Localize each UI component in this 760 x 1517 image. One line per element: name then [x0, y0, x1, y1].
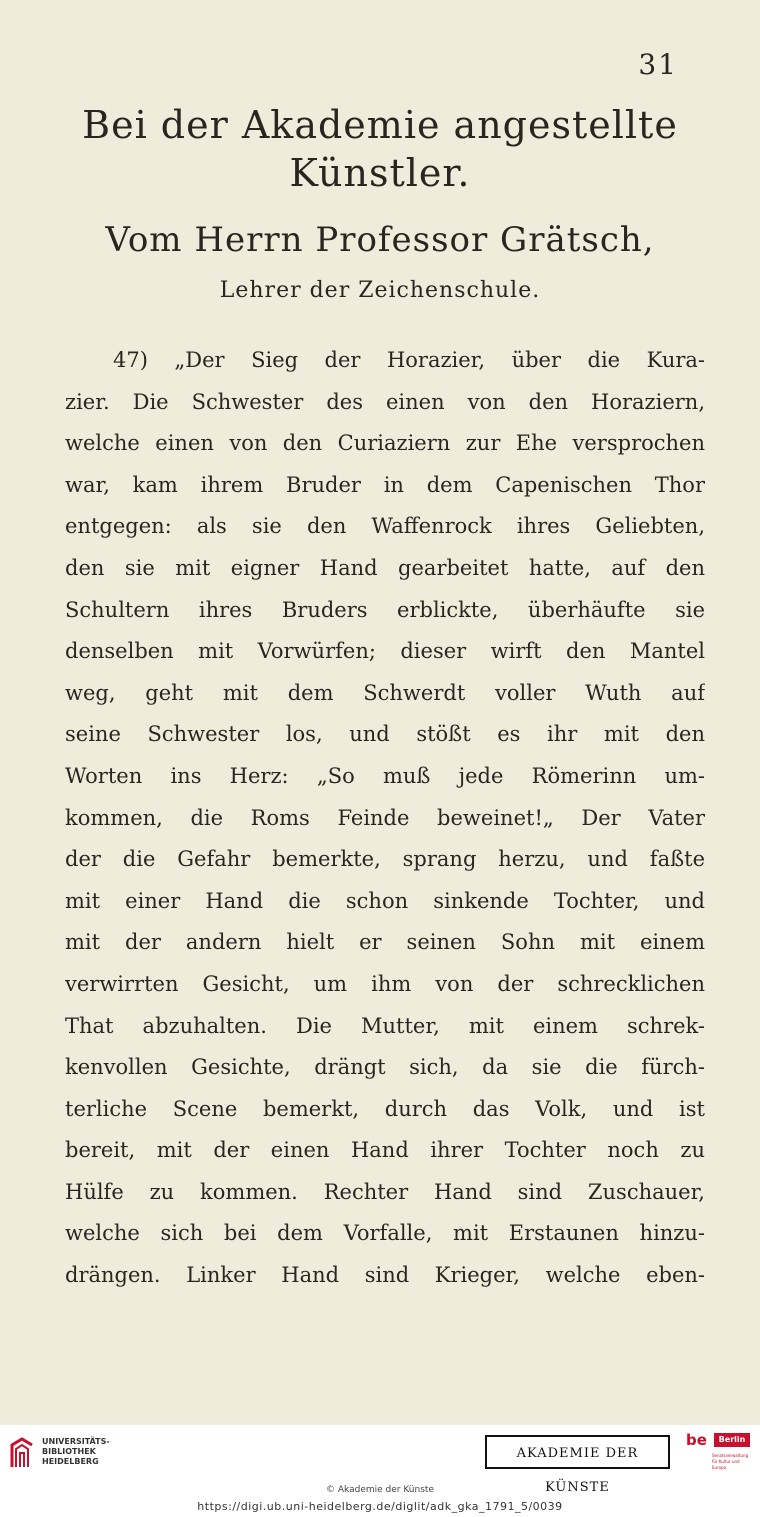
text-line: welche sich bei dem Vorfalle, mit Erstaunen hinzu- — [65, 1221, 705, 1246]
text-line: seine Schwester los, und stößt es ihr mit den — [65, 722, 705, 747]
page-number: 31 — [638, 48, 678, 81]
text-line: Schultern ihres Bruders erblickte, überhäufte sie — [65, 597, 705, 622]
text-line: entgegen: als sie den Waffenrock ihres Geliebten, — [65, 514, 705, 539]
footer — [0, 1425, 760, 1517]
library-emblem-icon — [8, 1435, 36, 1471]
text-line: kommen, die Roms Feinde beweinet!„ Der Vater — [65, 805, 705, 830]
text-line: zier. Die Schwester des einen von den Horaziern, — [65, 389, 705, 414]
text-line: drängen. Linker Hand sind Krieger, welche eben- — [65, 1263, 705, 1288]
text-line: mit einer Hand die schon sinkende Tochter, und — [65, 888, 705, 913]
akademie-logo[interactable]: AKADEMIE DER KÜNSTE — [485, 1435, 670, 1469]
text-line: mit der andern hielt er seinen Sohn mit einem — [65, 930, 705, 955]
body-text — [65, 340, 705, 1297]
text-line: terliche Scene bemerkt, durch das Volk, und ist — [65, 1096, 705, 1121]
text-line: war, kam ihrem Bruder in dem Capenischen Thor — [65, 472, 705, 497]
page-title-line-2: Künstler. — [289, 151, 471, 195]
text-line: bereit, mit der einen Hand ihrer Tochter noch zu — [65, 1138, 705, 1163]
text-line: Hülfe zu kommen. Rechter Hand sind Zuschauer, — [65, 1179, 705, 1204]
text-line: weg, geht mit dem Schwerdt voller Wuth auf — [65, 680, 705, 705]
berlin-label: Berlin — [714, 1433, 750, 1447]
text-line: den sie mit eigner Hand gearbeitet hatte, auf den — [65, 555, 705, 580]
text-line: der die Gefahr bemerkte, sprang herzu, und faßte — [65, 847, 705, 872]
text-line: Worten ins Herz: „So muß jede Römerinn um- — [65, 763, 705, 788]
text-line: kenvollen Gesichte, drängt sich, da sie die fürch- — [65, 1055, 705, 1080]
text-line: welche einen von den Curiaziern zur Ehe versprochen — [65, 431, 705, 456]
text-line: That abzuhalten. Die Mutter, mit einem schrek- — [65, 1013, 705, 1038]
section-heading: Vom Herrn Professor Grätsch, — [105, 220, 655, 260]
page-title-line-1: Bei der Akademie angestellte — [82, 103, 678, 147]
university-library-logo[interactable] — [8, 1431, 118, 1475]
library-name: UNIVERSITÄTS- BIBLIOTHEK HEIDELBERG — [42, 1437, 110, 1466]
berlin-subtext: Senatsverwaltung für Kultur und Europa — [712, 1453, 749, 1470]
copyright-text: © Akademie der Künste — [326, 1485, 434, 1495]
source-url[interactable]: https://digi.ub.uni-heidelberg.de/diglit/adk_gka_1791_5/0039 — [197, 1500, 563, 1513]
text-line: denselben mit Vorwürfen; dieser wirft den Mantel — [65, 639, 705, 664]
text-line: 47) „Der Sieg der Horazier, über die Kura- — [113, 348, 705, 372]
berlin-senate-logo[interactable] — [686, 1431, 752, 1475]
text-line: verwirrten Gesicht, um ihm von der schrecklichen — [65, 971, 705, 996]
berlin-be-mark: be — [686, 1431, 707, 1449]
section-subheading: Lehrer der Zeichenschule. — [219, 278, 541, 303]
